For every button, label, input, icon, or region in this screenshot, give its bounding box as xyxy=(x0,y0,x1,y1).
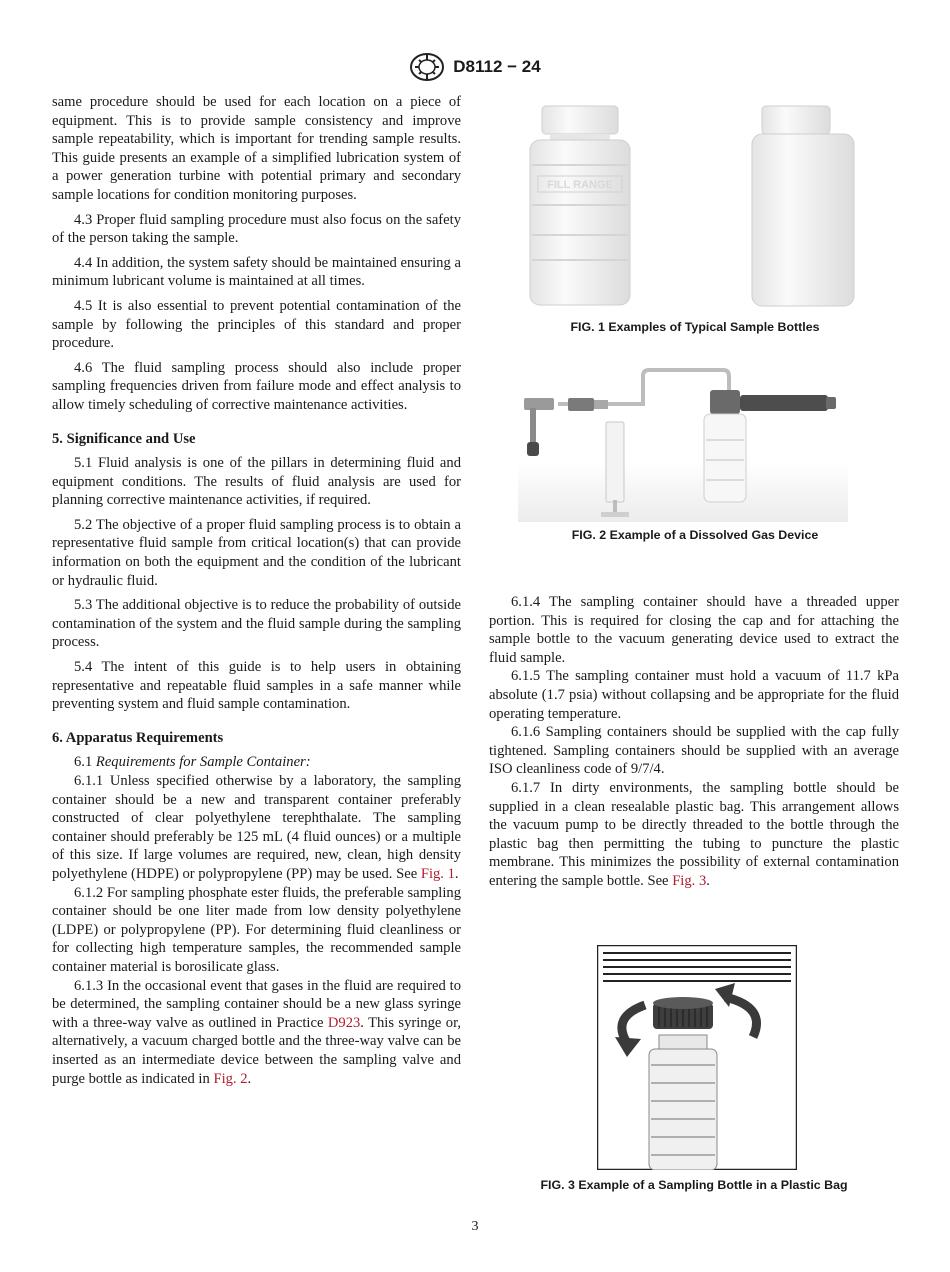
page-number: 3 xyxy=(471,1219,479,1234)
paragraph-4-4: 4.4 In addition, the system safety should be maintained ensuring a minimum lubricant volume is maintained at all times. xyxy=(52,254,461,290)
paragraph-5-3: 5.3 The additional objective is to reduce the probability of outside contamination of the system and the fluid sample during the sampling process. xyxy=(52,597,461,651)
paragraph-6-1-7: 6.1.7 In dirty environments, the sampling bottle should be supplied in a clean resealable plastic bag. This arrangement allows the vacuum pump to be directly threaded to the bottle through the plastic bag then permitting the tubing to puncture the plastic membrane. This minimizes the possibility of external contamination entering the sample bottle. See Fig. 3. xyxy=(489,779,899,889)
paragraph-5-2: 5.2 The objective of a proper fluid sampling process is to obtain a representative fluid sample from critical location(s) that can provide information on both the equipment and the condition of the lubricant or hydraulic fluid. xyxy=(52,516,461,589)
paragraph-6-1-6: 6.1.6 Sampling containers should be supplied with the cap fully tightened. Sampling containers should be supplied with an average ISO cleanliness code of 9/7/4. xyxy=(489,724,899,778)
paragraph-4-6: 4.6 The fluid sampling process should also include proper sampling frequencies driven from failure mode and effect analysis to allow timely scheduling of corrective maintenance activities. xyxy=(52,359,461,413)
paragraph-6-1-2: 6.1.2 For sampling phosphate ester fluids, the preferable sampling container should be one liter made from low density polyethylene (LDPE) or polypropylene (PP). For determining fluid cleanliness or for collecting high temperature samples, the recommended sample container material is borosilicate glass. xyxy=(52,884,461,975)
fig-1-image xyxy=(520,100,870,310)
fig-2-caption: FIG. 2 Example of a Dissolved Gas Device xyxy=(571,528,819,542)
paragraph-6-1-title: Requirements for Sample Container: xyxy=(95,754,311,771)
paragraph-6-1-1: 6.1.1 Unless specified otherwise by a laboratory, the sampling container should be a new and transparent container preferably constructed of clear polyethylene terephthalate. The sampling container should preferably be 125 mL (4 fluid ounces) or a multiple of this size. If large volumes are required, new, clean, high density polyethylene (HDPE) or polypropylene (PP) may be used. See Fig. 1. xyxy=(52,773,461,882)
left-column xyxy=(52,93,461,1088)
fig-2-image xyxy=(518,362,848,522)
paragraph-6-1-number: 6.1 xyxy=(74,754,93,771)
fig-3-image xyxy=(597,945,797,1170)
paragraph-6-1-7-text: 6.1.7 In dirty environments, the sampling bottle should be supplied in a clean resealable plastic bag. This arrangement allows the vacuum pump to be directly threaded to the bottle through the plastic bag then permitting the tubing to puncture the plastic membrane. This minimizes the possibility of external contamination entering the sample bottle. See xyxy=(489,779,899,889)
paragraph-6-1-3: 6.1.3 In the occasional event that gases in the fluid are required to be determined, the sampling container should be a new glass syringe with a three-way valve as outlined in Practice D923. This syringe or, alternatively, a vacuum charged bottle and the three-way valve can be inserted as an intermediate device between the sampling valve and purge bottle as indicated in Fig. 2. xyxy=(52,977,461,1087)
paragraph-6-1-3-text-a: 6.1.3 In the occasional event that gases in the fluid are required to be determined, the sampling container should be a new glass syringe with a three-way valve as outlined in Practice xyxy=(52,977,461,1031)
paragraph-6-1-5: 6.1.5 The sampling container must hold a vacuum of 11.7 kPa absolute (1.7 psia) without collapsing and be appropriate for the fluid operating temperature. xyxy=(489,668,899,722)
document-number: D8112 − 24 xyxy=(453,57,541,76)
paragraph-4-3: 4.3 Proper fluid sampling procedure must also focus on the safety of the person taking the sample. xyxy=(52,211,461,247)
paragraph-6-1-4: 6.1.4 The sampling container should have a threaded upper portion. This is required for closing the cap and for attaching the sample bottle to the vacuum generating device used to extract the fluid sample. xyxy=(489,594,899,666)
d923-link[interactable]: D923 xyxy=(327,1014,361,1031)
fig-1-caption: FIG. 1 Examples of Typical Sample Bottles xyxy=(570,320,820,334)
paragraph-6-1-1-text: 6.1.1 Unless specified otherwise by a laboratory, the sampling container should be a new and transparent container preferably constructed of clear polyethylene terephthalate. The sampling container should preferably be 125 mL (4 fluid ounces) or a multiple of this size. If large volumes are required, new, clean, high density polyethylene (HDPE) or polypropylene (PP) may be used. See xyxy=(52,773,461,882)
fill-range-label: FILL RANGE xyxy=(547,179,613,191)
section-5-heading: 5. Significance and Use xyxy=(52,430,196,447)
right-column xyxy=(489,593,899,891)
paragraph-5-1: 5.1 Fluid analysis is one of the pillars in determining fluid and equipment conditions. The results of fluid analysis are used for planning corrective maintenance activities, if required. xyxy=(52,455,461,509)
section-6-heading: 6. Apparatus Requirements xyxy=(52,729,224,746)
fig-2-link[interactable]: Fig. 2 xyxy=(213,1070,248,1087)
paragraph-5-4: 5.4 The intent of this guide is to help users in obtaining representative and repeatable fluid samples in a safe manner while preventing system and fluid sample contamination. xyxy=(52,659,461,713)
paragraph-6-1 xyxy=(52,753,461,772)
fig-3-caption: FIG. 3 Example of a Sampling Bottle in a Plastic Bag xyxy=(540,1178,848,1192)
fig-3-link[interactable]: Fig. 3 xyxy=(672,872,707,889)
fig-1-link[interactable]: Fig. 1 xyxy=(420,865,455,882)
paragraph-4-5: 4.5 It is also essential to prevent potential contamination of the sample by following the principles of this standard and proper procedure. xyxy=(52,297,461,352)
astm-logo-icon xyxy=(409,52,445,82)
paragraph-continued: same procedure should be used for each location on a piece of equipment. This is to provide sample consistency and improve sample repeatability, which is important for trending sample results. This guide presents an example of a simplified lubrication system of a power generation turbine with potential primary and secondary sample locations for condition monitoring purposes. xyxy=(52,94,461,203)
page-header xyxy=(0,52,950,82)
paragraph-6-1-3-text-b: . This syringe or, alternatively, a vacuum charged bottle and the three-way valve can be inserted as an intermediate device between the sampling valve and purge bottle as indicated in xyxy=(52,1014,461,1087)
